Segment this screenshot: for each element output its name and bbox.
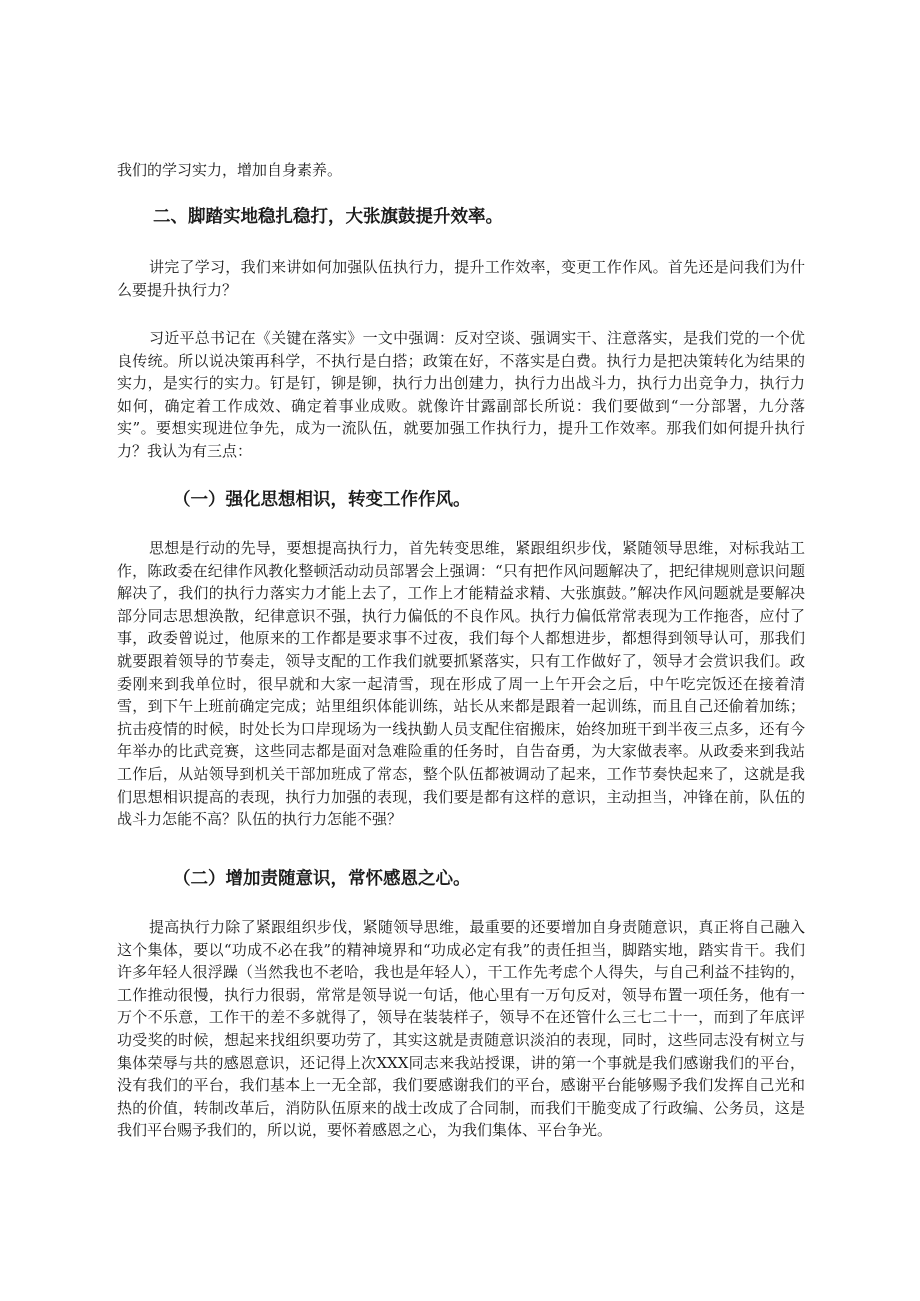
continuation-line: 我们的学习实力，增加自身素养。 <box>117 161 343 179</box>
intro-paragraph: 讲完了学习，我们来讲如何加强队伍执行力，提升工作效率，变更工作作风。首先还是问我们为什么要提升执行力？ <box>117 258 805 299</box>
section-heading: 二、脚踏实地稳扎稳打，大张旗鼓提升效率。 <box>153 207 503 227</box>
paragraph-two: 提高执行力除了紧跟组织步伐，紧随领导思维，最重要的还要增加自身责随意识，真正将自己融入这个集体，要以“功成不必在我”的精神境界和“功成必定有我”的责任担当，脚踏实地，踏实肯干。我们许多年轻人很浮躁（当然我也不老哈，我也是年轻人），干工作先考虑个人得失，与自己利益不挂钩的，工作推动很慢，执行力很弱，常常是领导说一句话，他心里有一万句反对，领导布置一项任务，他有一万个不乐意，工作干的差不多就得了，领导在装装样子，领导不在还管什么三七二十一，而到了年底评功受奖的时候，想起来找组织要功劳了，其实这就是责随意识淡泊的表现，同时，这些同志没有树立与集体荣辱与共的感恩意识，还记得上次XXX同志来我站授课，讲的第一个事就是我们感谢我们的平台，没有我们的平台，我们基本上一无全部，我们要感谢我们的平台，感谢平台能够赐予我们发挥自己光和热的价值，转制改革后，消防队伍原来的战士改成了合同制，而我们干脆变成了行政编、公务员，这是我们平台赐予我们的，所以说，要怀着感恩之心，为我们集体、平台争光。 <box>117 918 805 1140</box>
quote-paragraph: 习近平总书记在《关键在落实》一文中强调：反对空谈、强调实干、注意落实，是我们党的一个优良传统。所以说决策再科学，不执行是白搭；政策在好，不落实是白费。执行力是把决策转化为结果的实力，是实行的实力。钉是钉，铆是铆，执行力出创建力，执行力出战斗力，执行力出竞争力，执行力如何，确定着工作成效、确定着事业成败。就像许甘露副部长所说：我们要做到“一分部署，九分落实”。要想实现进位争先，成为一流队伍，就要加强工作执行力，提升工作效率。那我们如何提升执行力？我认为有三点： <box>117 329 805 460</box>
paragraph-one: 思想是行动的先导，要想提高执行力，首先转变思维，紧跟组织步伐，紧随领导思维，对标我站工作，陈政委在纪律作风教化整顿活动动员部署会上强调：“只有把作风问题解决了，把纪律规则意识问题解决了，我们的执行力落实力才能上去了，工作上才能精益求精、大张旗鼓。”解决作风问题就是要解决部分同志思想涣散，纪律意识不强，执行力偏低的不良作风。执行力偏低常常表现为工作拖沓，应付了事，政委曾说过，他原来的工作都是要求事不过夜，我们每个人都想进步，都想得到领导认可，那我们就要跟着领导的节奏走，领导支配的工作我们就要抓紧落实，只有工作做好了，领导才会赏识我们。政委刚来到我单位时，很早就和大家一起清雪，现在形成了周一上午开会之后，中午吃完饭还在接着清雪，到下午上班前确定完成；站里组织体能训练，站长从来都是跟着一起训练，而且自己还偷着加练；抗击疫情的时候，时处长为口岸现场为一线执勤人员支配住宿搬床，始终加班干到半夜三点多，还有今年举办的比武竞赛，这些同志都是面对急难险重的任务时，自告奋勇，为大家做表率。从政委来到我站工作后，从站领导到机关干部加班成了常态，整个队伍都被调动了起来，工作节奏快起来了，这就是我们思想相识提高的表现，执行力加强的表现，我们要是都有这样的意识，主动担当，冲锋在前，队伍的战斗力怎能不高？队伍的执行力怎能不强？ <box>117 539 805 829</box>
subheading-two: （二）增加责随意识，常怀感恩之心。 <box>173 869 471 889</box>
subheading-one: （一）强化思想相识，转变工作作风。 <box>173 490 471 510</box>
